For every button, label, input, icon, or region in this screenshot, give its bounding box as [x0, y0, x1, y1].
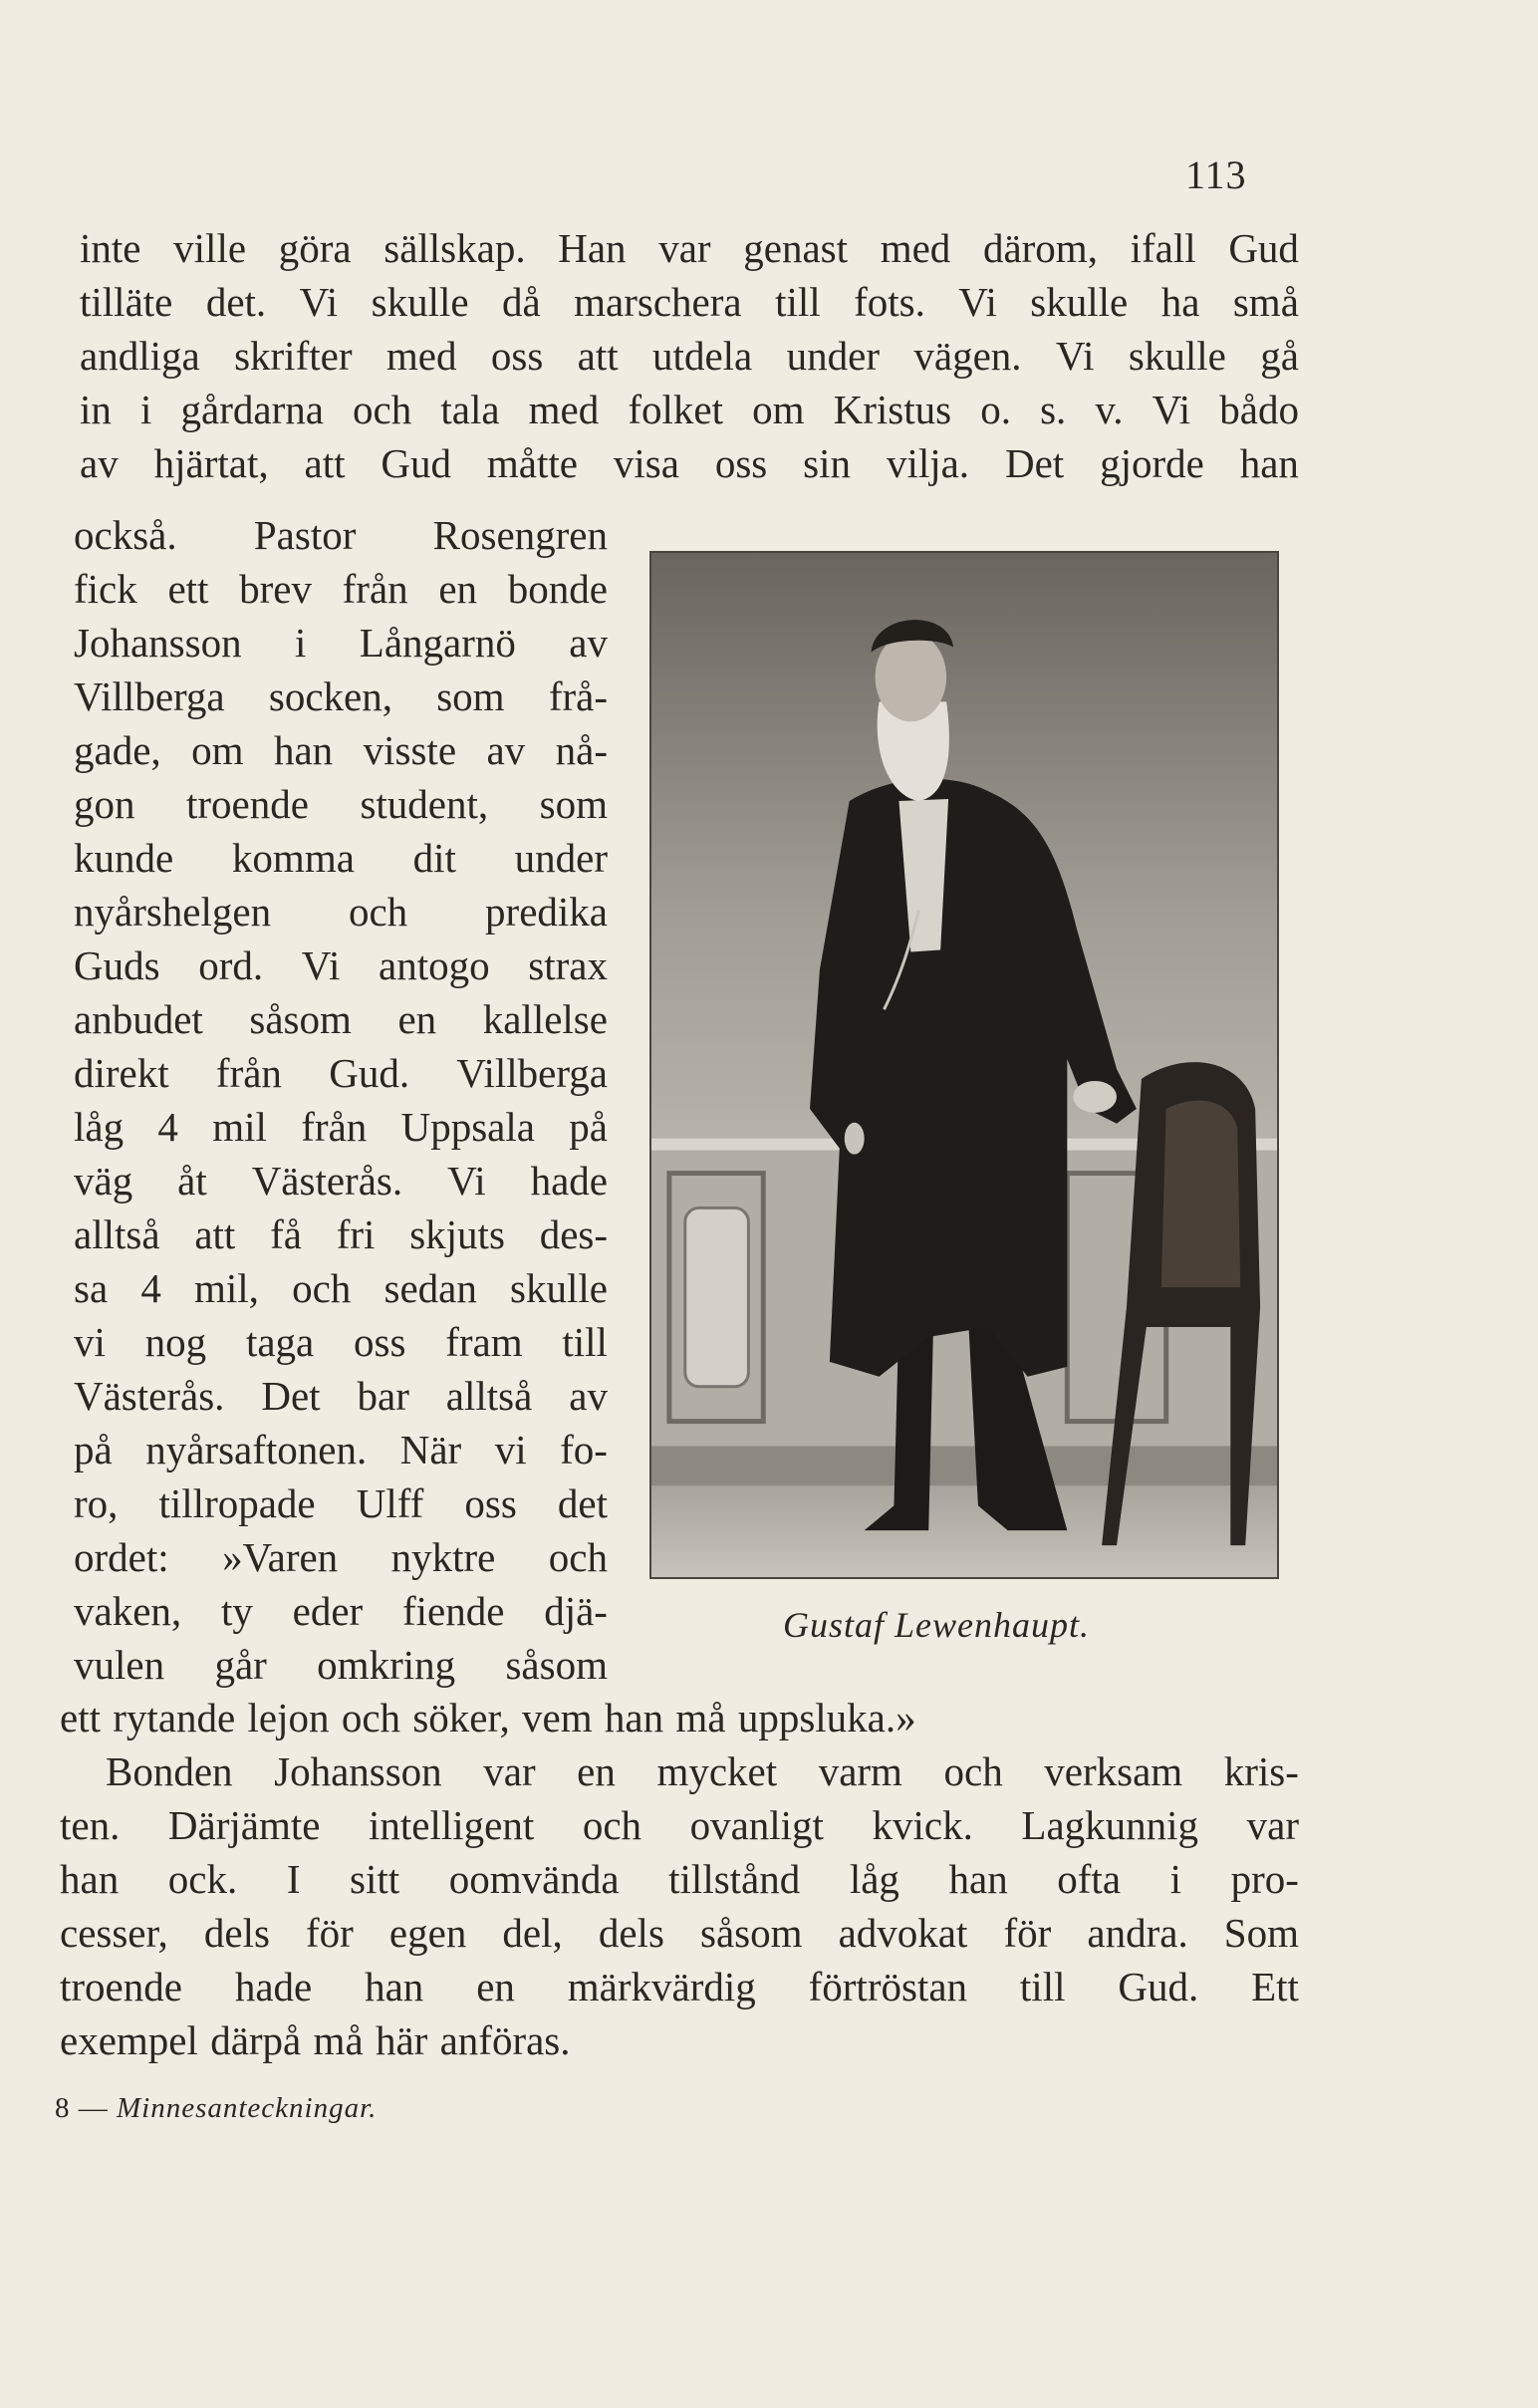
- text-line: sa 4 mil, och sedan skulle: [74, 1265, 608, 1311]
- text-line: av hjärtat, att Gud måtte visa oss sin vilja. Det gjorde han: [80, 440, 1299, 486]
- text-line: andliga skrifter med oss att utdela under vägen. Vi skulle gå: [80, 333, 1299, 379]
- paragraph-left-column: [74, 508, 608, 1692]
- text-line: kunde komma dit under: [74, 835, 608, 881]
- portrait-photograph: [649, 551, 1279, 1579]
- text-line: han ock. I sitt oomvända tillstånd låg han ofta i pro-: [60, 1856, 1299, 1902]
- text-line: också. Pastor Rosengren: [74, 512, 608, 558]
- portrait-image: [651, 553, 1277, 1577]
- paragraph-bottom: [60, 1691, 1299, 2067]
- text-line: troende hade han en märkvärdig förtröstan till Gud. Ett: [60, 1964, 1299, 2009]
- text-line: exempel därpå må här anföras.: [60, 2017, 571, 2063]
- text-line: ett rytande lejon och söker, vem han må uppsluka.»: [60, 1695, 916, 1740]
- text-line: cesser, dels för egen del, dels såsom advokat för andra. Som: [60, 1910, 1299, 1956]
- footer-sheet-number: 8: [55, 2092, 71, 2124]
- text-line: vi nog taga oss fram till: [74, 1319, 608, 1365]
- text-line: väg åt Västerås. Vi hade: [74, 1158, 608, 1204]
- footer-title: Minnesanteckningar.: [117, 2092, 378, 2124]
- paragraph-top: [80, 221, 1299, 490]
- text-line: anbudet såsom en kallelse: [74, 996, 608, 1042]
- page-number: 113: [1185, 152, 1247, 197]
- text-line: vulen går omkring såsom: [74, 1642, 608, 1688]
- text-line: på nyårsaftonen. När vi fo-: [74, 1427, 608, 1472]
- text-line: nyårshelgen och predika: [74, 889, 608, 935]
- text-line: ordet: »Varen nyktre och: [74, 1534, 608, 1580]
- footer-signature: [55, 2092, 377, 2125]
- text-line: gade, om han visste av nå-: [74, 727, 608, 773]
- text-line: Västerås. Det bar alltså av: [74, 1373, 608, 1419]
- text-line: Villberga socken, som frå-: [74, 673, 608, 719]
- text-line: direkt från Gud. Villberga: [74, 1050, 608, 1096]
- text-line: ten. Därjämte intelligent och ovanligt kvick. Lagkunnig var: [60, 1802, 1299, 1848]
- text-line: ro, tillropade Ulff oss det: [74, 1480, 608, 1526]
- text-line: fick ett brev från en bonde: [74, 566, 608, 612]
- text-line: alltså att få fri skjuts des-: [74, 1211, 608, 1257]
- text-line: gon troende student, som: [74, 781, 608, 827]
- text-line: Guds ord. Vi antogo strax: [74, 942, 608, 988]
- text-line: Bonden Johansson var en mycket varm och verksam kris-: [106, 1748, 1299, 1794]
- text-line: låg 4 mil från Uppsala på: [74, 1104, 608, 1150]
- footer-dash: —: [78, 2092, 109, 2124]
- text-line: tilläte det. Vi skulle då marschera till fots. Vi skulle ha små: [80, 279, 1299, 325]
- text-line: in i gårdarna och tala med folket om Kristus o. s. v. Vi bådo: [80, 387, 1299, 432]
- figure-caption: Gustaf Lewenhaupt.: [783, 1605, 1091, 1645]
- text-line: inte ville göra sällskap. Han var genast med därom, ifall Gud: [80, 225, 1299, 271]
- text-line: vaken, ty eder fiende djä-: [74, 1588, 608, 1634]
- text-line: Johansson i Långarnö av: [74, 620, 608, 666]
